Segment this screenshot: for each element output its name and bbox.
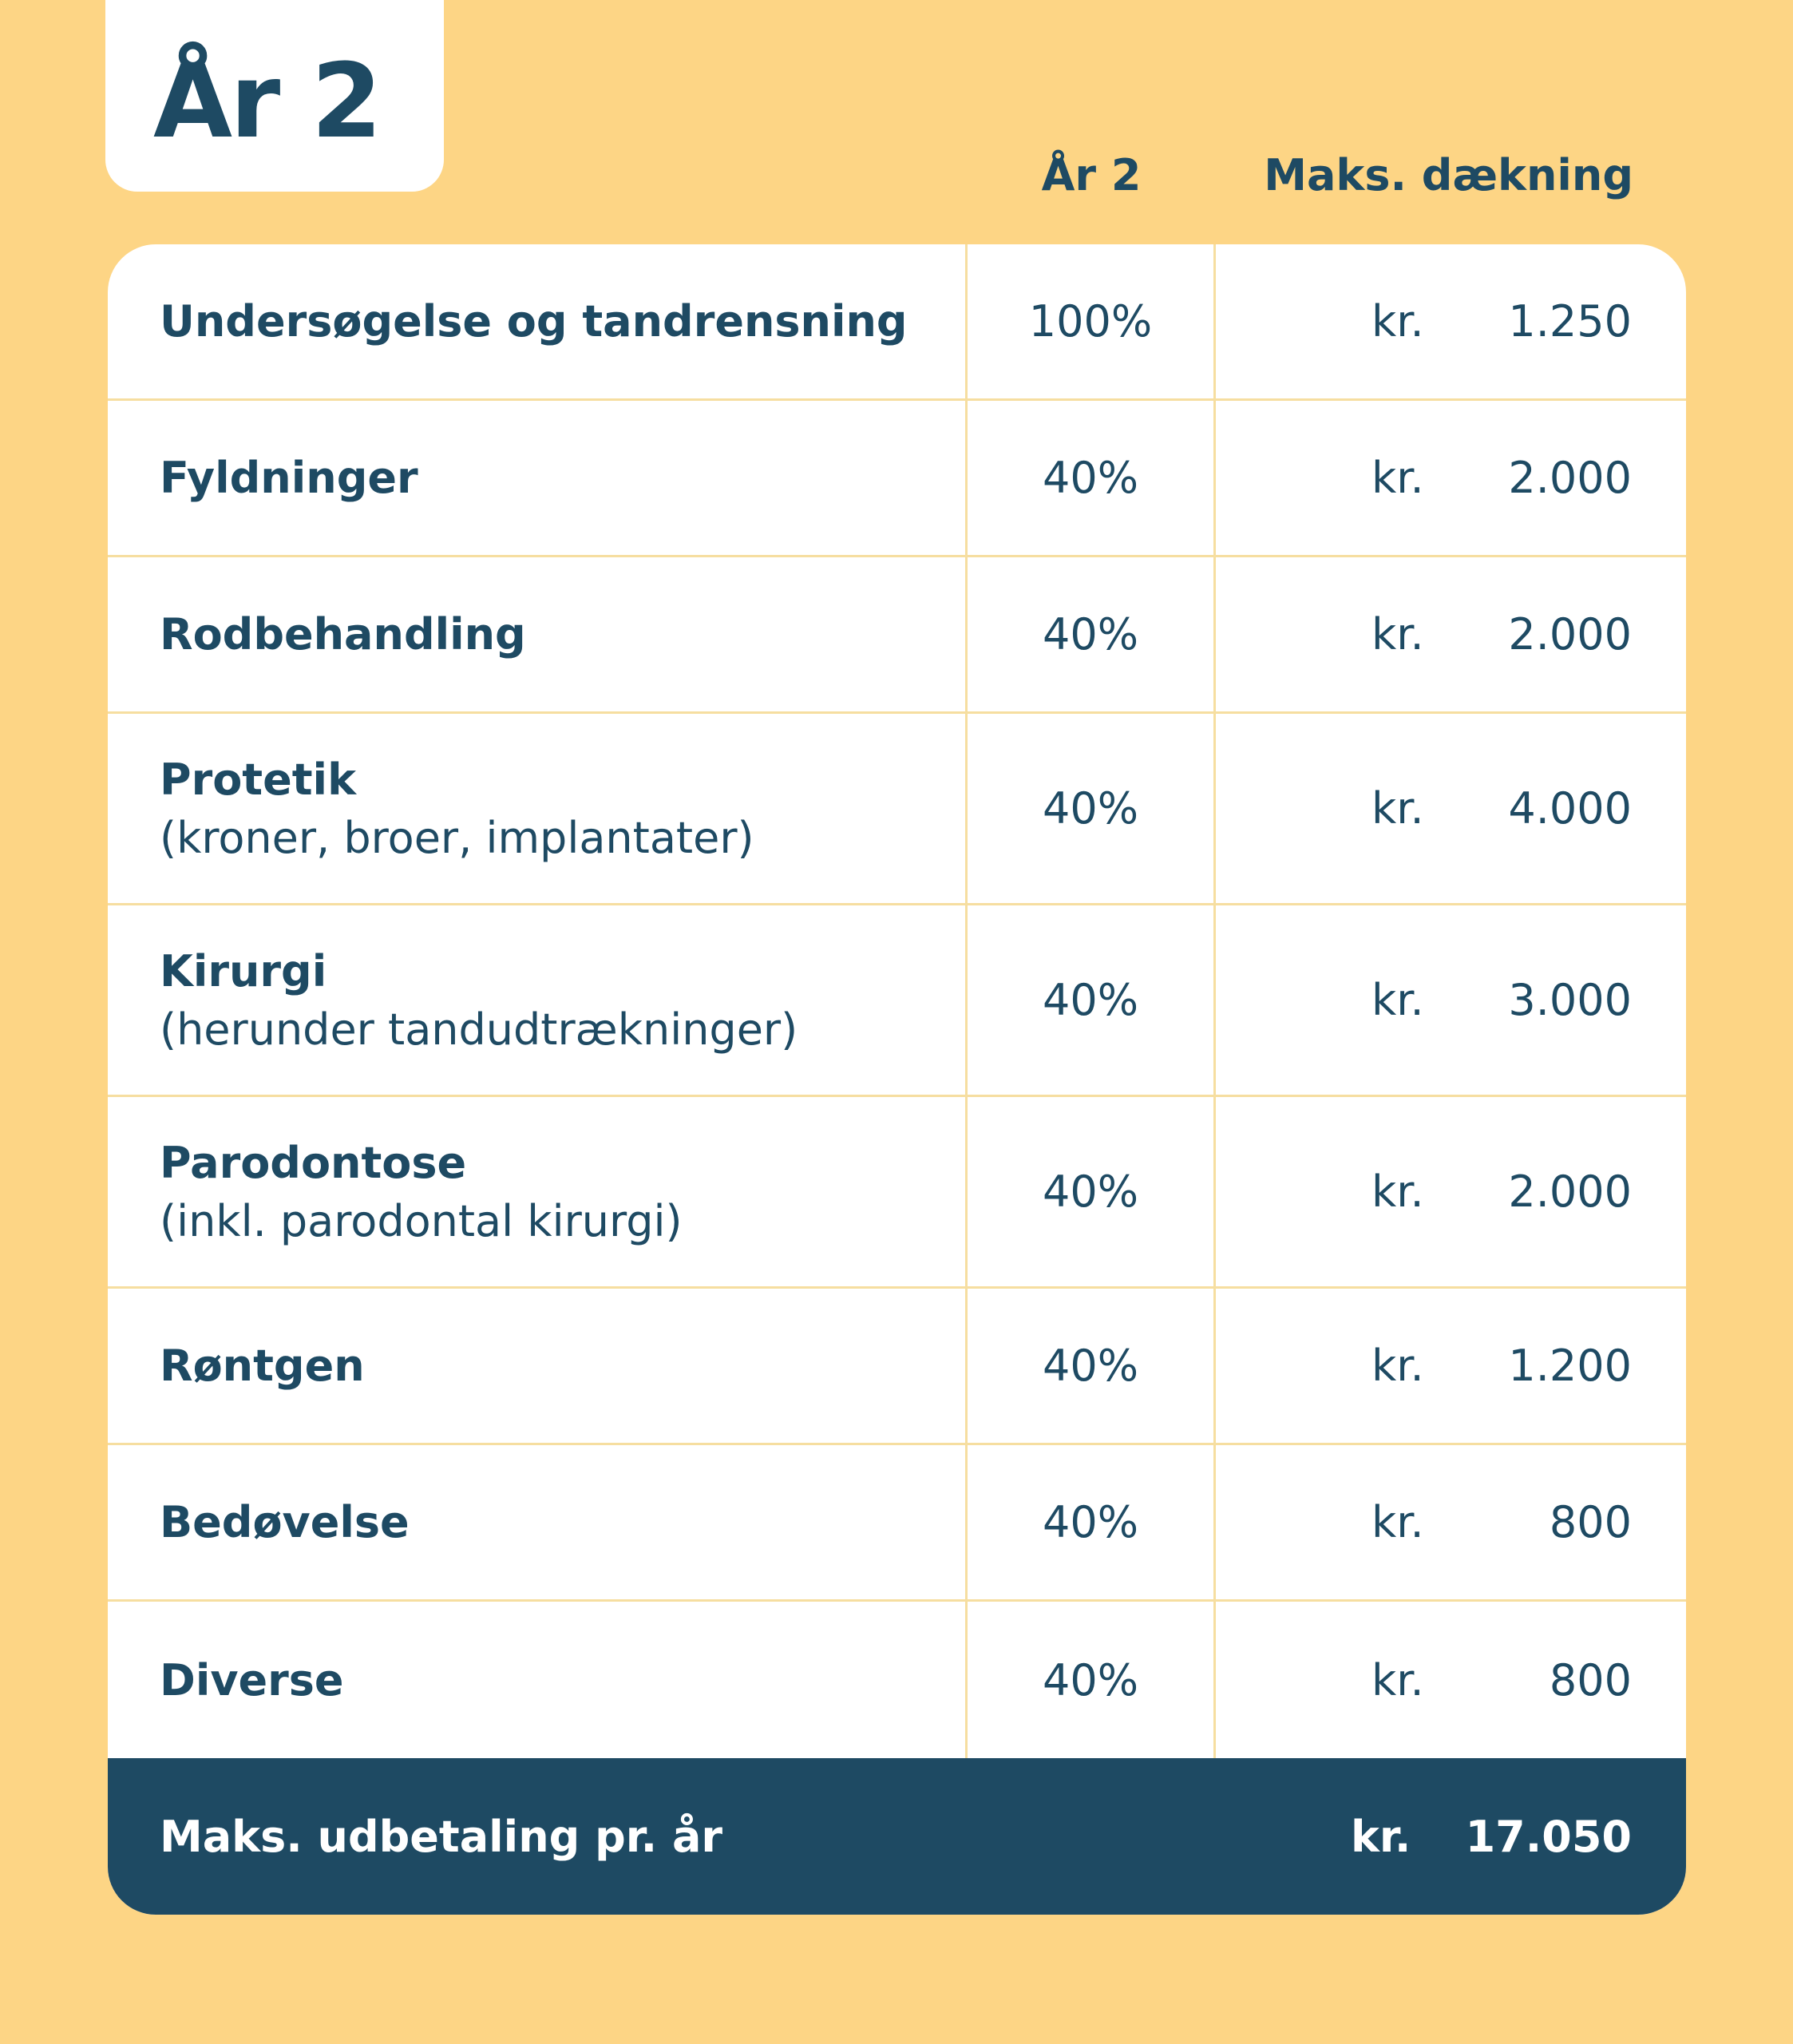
row-currency: kr. [1371,1654,1424,1705]
row-amount-cell [1216,1602,1686,1758]
table-row [108,557,1686,714]
row-amount-cell [1216,714,1686,903]
page-title: År 2 [153,42,380,161]
row-label-cell [108,557,968,711]
row-label: Kirurgi [160,945,327,996]
row-label-cell [108,401,968,555]
row-percentage: 40% [968,1097,1216,1286]
row-label: Fyldninger [160,453,418,503]
row-amount: 2.000 [1508,453,1632,503]
table-footer-total [108,1758,1686,1915]
row-amount: 3.000 [1508,975,1632,1025]
row-currency: kr. [1371,296,1424,347]
row-currency: kr. [1371,975,1424,1025]
row-percentage: 40% [968,1445,1216,1599]
row-label: Bedøvelse [160,1497,410,1547]
row-currency: kr. [1371,1497,1424,1547]
row-amount: 2.000 [1508,1167,1632,1217]
row-amount-cell [1216,1445,1686,1599]
title-tab [105,0,444,192]
table-row [108,905,1686,1097]
row-currency: kr. [1371,1167,1424,1217]
row-label-cell [108,905,968,1095]
row-amount: 4.000 [1508,783,1632,834]
row-amount-cell [1216,557,1686,711]
row-amount: 800 [1549,1654,1632,1705]
row-label: Røntgen [160,1341,365,1391]
row-label-cell [108,1445,968,1599]
table-row [108,1602,1686,1758]
row-percentage: 40% [968,905,1216,1095]
row-percentage: 40% [968,401,1216,555]
column-header-year: År 2 [1041,150,1142,200]
row-amount: 1.200 [1508,1341,1632,1391]
row-amount: 800 [1549,1497,1632,1547]
row-label: Rodbehandling [160,609,526,660]
total-label: Maks. udbetaling pr. år [160,1811,723,1862]
table-row [108,1445,1686,1602]
coverage-table [108,244,1686,1915]
table-row [108,714,1686,905]
row-sublabel: (inkl. parodontal kirurgi) [160,1195,683,1246]
row-amount: 1.250 [1508,296,1632,347]
row-sublabel: (herunder tandudtrækninger) [160,1004,798,1055]
table-row [108,1097,1686,1289]
table-row [108,401,1686,557]
row-currency: kr. [1371,783,1424,834]
row-label-cell [108,244,968,398]
row-label-cell [108,1097,968,1286]
total-currency: kr. [1351,1811,1411,1862]
column-header-max-coverage: Maks. dækning [1264,150,1633,200]
row-amount-cell [1216,905,1686,1095]
total-amount: 17.050 [1465,1811,1632,1862]
row-amount-cell [1216,244,1686,398]
row-label: Undersøgelse og tandrensning [160,296,908,347]
row-sublabel: (kroner, broer, implantater) [160,812,754,863]
table-row [108,1289,1686,1445]
row-amount-cell [1216,1289,1686,1443]
row-amount-cell [1216,1097,1686,1286]
row-currency: kr. [1371,1341,1424,1391]
table-row [108,244,1686,401]
row-percentage: 40% [968,1602,1216,1758]
row-label-cell [108,714,968,903]
row-percentage: 40% [968,714,1216,903]
row-label-cell [108,1602,968,1758]
row-percentage: 100% [968,244,1216,398]
row-percentage: 40% [968,1289,1216,1443]
row-amount-cell [1216,401,1686,555]
row-label-cell [108,1289,968,1443]
row-currency: kr. [1371,609,1424,660]
row-label: Parodontose [160,1137,467,1188]
row-amount: 2.000 [1508,609,1632,660]
row-currency: kr. [1371,453,1424,503]
row-label: Diverse [160,1654,344,1705]
row-label: Protetik [160,754,356,805]
row-percentage: 40% [968,557,1216,711]
